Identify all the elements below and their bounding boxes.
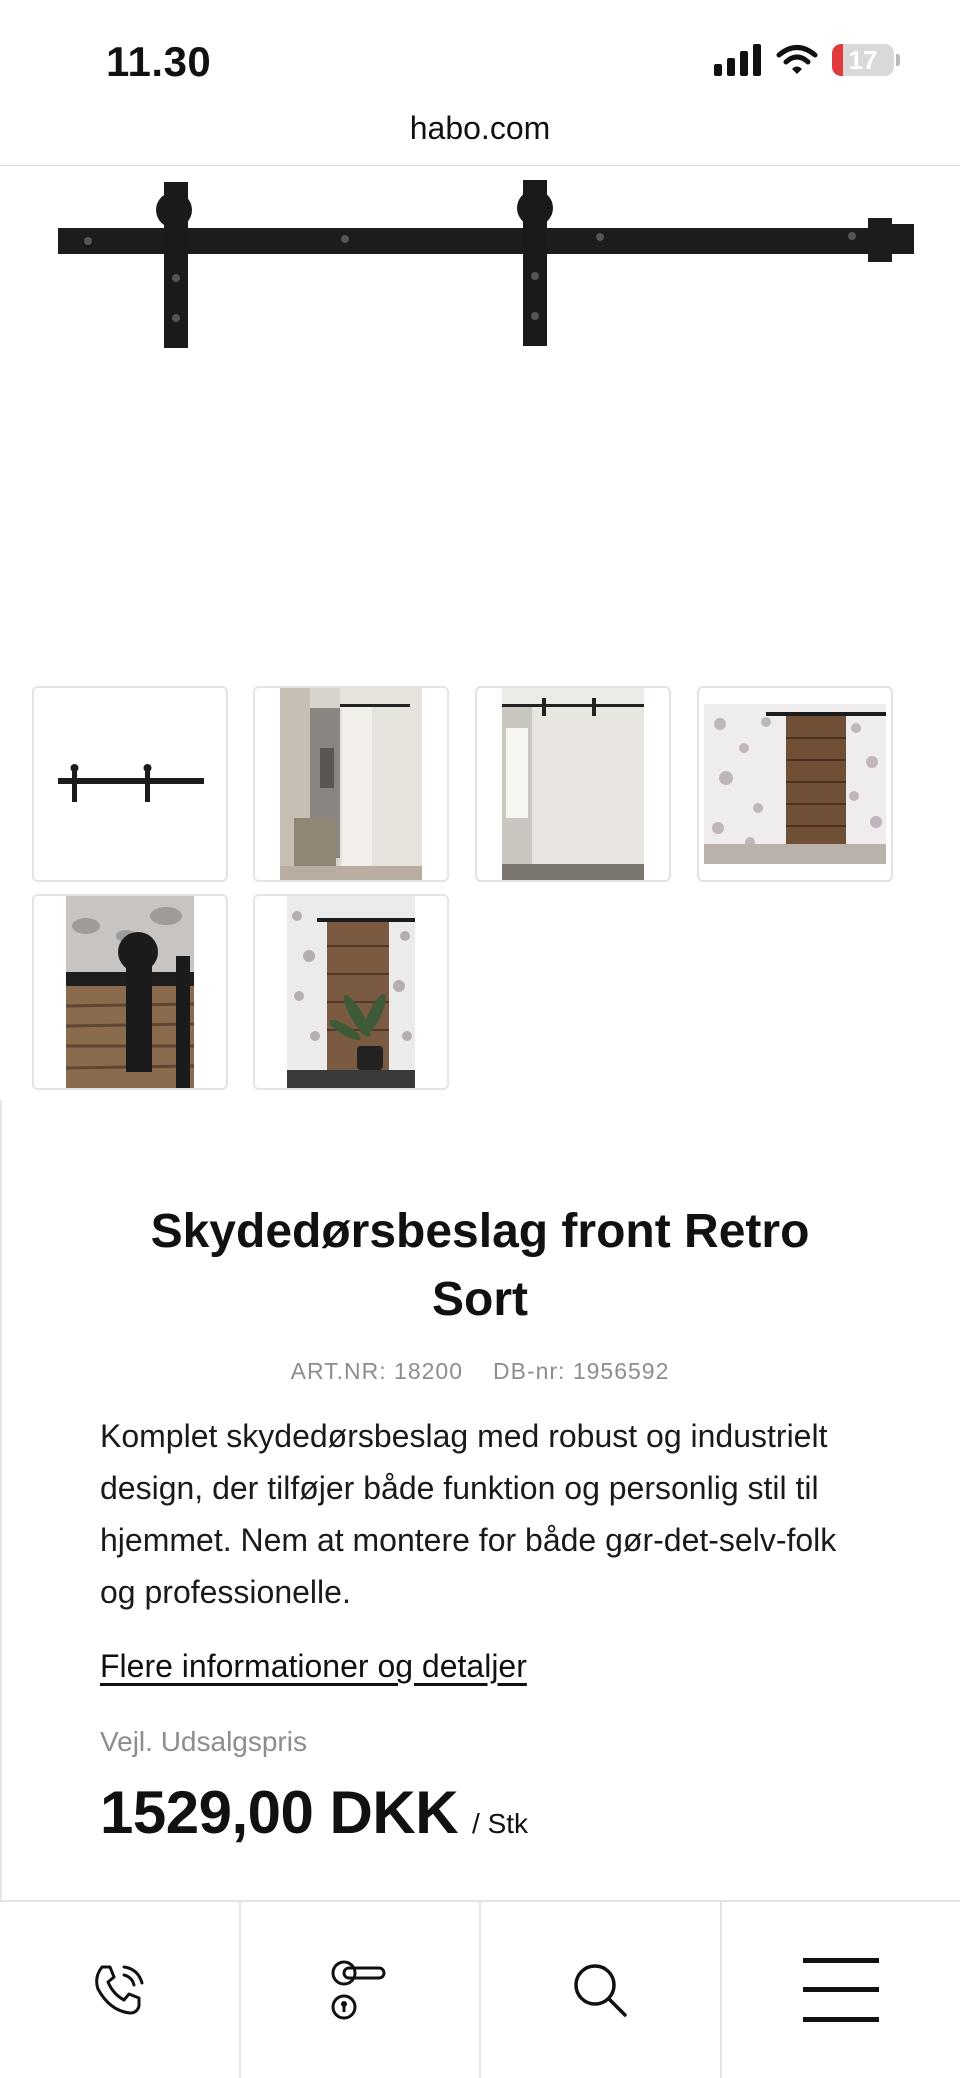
price-unit: / Stk <box>472 1808 529 1839</box>
wifi-icon <box>776 44 818 76</box>
nav-phone-button[interactable] <box>0 1902 241 2078</box>
thumbnail-hallway-door[interactable] <box>253 686 449 882</box>
bottom-navigation <box>0 1900 960 2078</box>
cellular-signal-icon <box>714 44 762 76</box>
door-handle-icon <box>330 1957 390 2023</box>
nav-products-button[interactable] <box>241 1902 482 2078</box>
db-number: DB-nr: 1956592 <box>493 1358 670 1384</box>
status-time: 11.30 <box>106 38 212 85</box>
thumbnail-wood-door-wallpaper[interactable] <box>697 686 893 882</box>
content-left-border <box>0 1100 2 1900</box>
thumbnail-wood-door-plant[interactable] <box>253 894 449 1090</box>
nav-search-button[interactable] <box>481 1902 722 2078</box>
thumbnail-white-door[interactable] <box>475 686 671 882</box>
nav-menu-button[interactable] <box>722 1902 960 2078</box>
product-identifiers <box>0 1358 960 1385</box>
product-description: Komplet skydedørsbeslag med robust og industrielt design, der tilføjer både funktion og personlig stil til hjemmet. Nem at montere for både gør-det-selv-folk og professionelle. <box>100 1418 837 1610</box>
thumbnail-track-product[interactable] <box>32 686 228 882</box>
thumbnail-hanger-closeup[interactable] <box>32 894 228 1090</box>
status-bar <box>0 0 960 110</box>
search-icon <box>571 1961 629 2019</box>
url-bar[interactable]: habo.com <box>0 110 960 166</box>
battery-level: 17 <box>848 44 878 75</box>
phone-icon <box>88 1959 150 2021</box>
art-number: ART.NR: 18200 <box>290 1358 463 1384</box>
status-icons <box>714 44 900 76</box>
battery-indicator <box>832 44 900 76</box>
menu-icon <box>803 1956 879 2024</box>
price-row <box>100 1778 528 1847</box>
product-main-image[interactable] <box>0 168 960 668</box>
price-value: 1529,00 DKK <box>100 1779 459 1846</box>
more-info-link[interactable]: Flere informationer og detaljer <box>100 1648 527 1684</box>
price-label: Vejl. Udsalgspris <box>100 1726 307 1757</box>
product-title: Skydedørsbeslag front Retro Sort <box>150 1205 810 1326</box>
